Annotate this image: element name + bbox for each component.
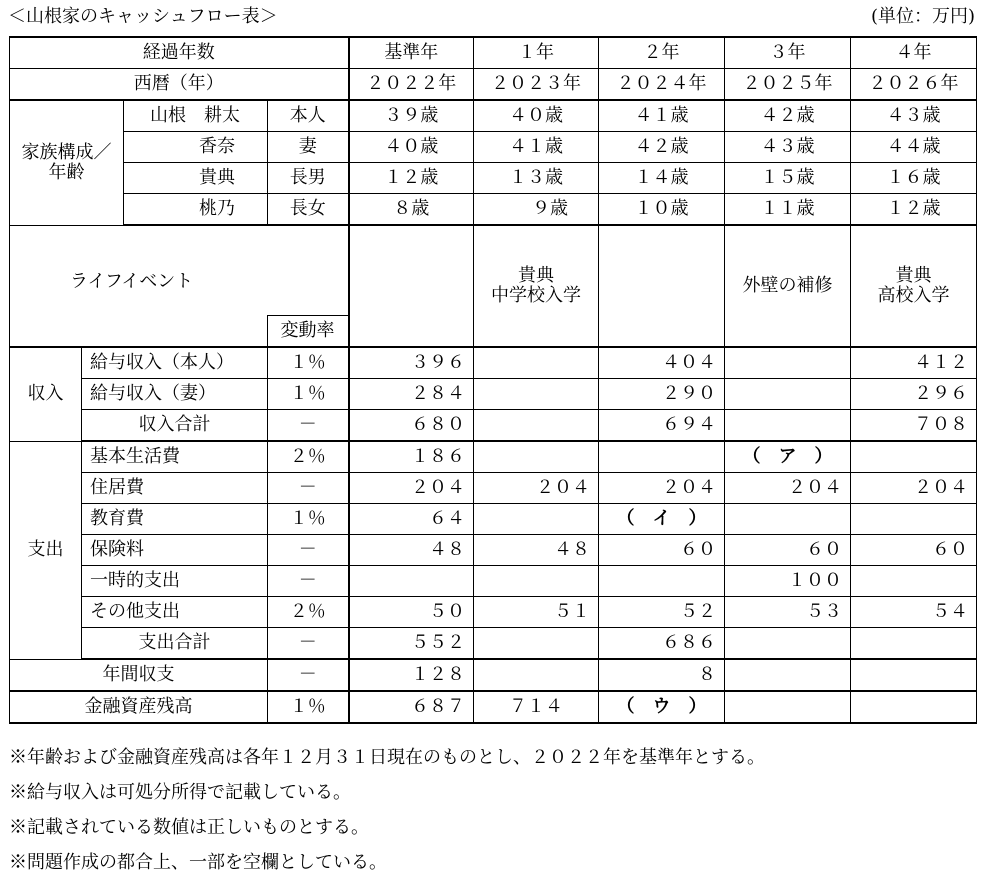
year-cell: ２０２５年: [725, 69, 851, 101]
expense-total-row: [10, 628, 977, 660]
value-cell: ３９６: [349, 347, 474, 379]
value-cell: [725, 410, 851, 442]
value-cell: [851, 504, 977, 535]
age-cell: ４０歳: [474, 100, 599, 132]
income-group-label: 収入: [10, 347, 82, 441]
year-label: 西暦（年）: [10, 69, 349, 101]
unit-label: (単位：万円): [870, 6, 975, 27]
value-cell: ２０４: [851, 473, 977, 504]
value-cell: [599, 441, 725, 473]
expense-row: [10, 473, 977, 504]
life-event-row: [10, 225, 977, 347]
value-cell: ６８７: [349, 691, 474, 723]
expense-row: [10, 504, 977, 535]
value-cell: [851, 659, 977, 691]
age-cell: ４０歳: [349, 132, 474, 163]
blank-a-cell: （ ア ）: [725, 441, 851, 473]
member-name: 山根 耕太: [124, 100, 268, 132]
member-relation: 本人: [268, 100, 349, 132]
footnotes: [9, 740, 765, 880]
life-event-cell: [349, 225, 474, 347]
year-cell: ２０２２年: [349, 69, 474, 101]
age-cell: ３９歳: [349, 100, 474, 132]
life-event-label: ライフイベント: [70, 271, 194, 292]
blank-u-cell: （ ウ ）: [599, 691, 725, 723]
row-label: 年間収支: [10, 659, 268, 691]
life-event-cell: [599, 225, 725, 347]
row-label: 給与収入（本人）: [82, 347, 268, 379]
rate-cell: ２％: [268, 597, 349, 628]
elapsed-cell: ３年: [725, 37, 851, 69]
member-name: 貴典: [124, 163, 268, 194]
row-label: 基本生活費: [82, 441, 268, 473]
row-label: 給与収入（妻）: [82, 379, 268, 410]
value-cell: [474, 659, 599, 691]
family-row: [10, 163, 977, 194]
value-cell: ７０８: [851, 410, 977, 442]
row-label: 一時的支出: [82, 566, 268, 597]
value-cell: [725, 659, 851, 691]
value-cell: [599, 566, 725, 597]
value-cell: ５５２: [349, 628, 474, 660]
rate-cell: －: [268, 566, 349, 597]
value-cell: ２９６: [851, 379, 977, 410]
value-cell: [474, 410, 599, 442]
value-cell: [474, 441, 599, 473]
year-cell: ２０２６年: [851, 69, 977, 101]
age-cell: １０歳: [599, 194, 725, 226]
rate-cell: －: [268, 535, 349, 566]
value-cell: ６９４: [599, 410, 725, 442]
row-label: 支出合計: [82, 628, 268, 660]
age-cell: １４歳: [599, 163, 725, 194]
age-cell: ４３歳: [851, 100, 977, 132]
rate-cell: －: [268, 473, 349, 504]
value-cell: [725, 504, 851, 535]
age-cell: ４４歳: [851, 132, 977, 163]
member-relation: 妻: [268, 132, 349, 163]
row-label: その他支出: [82, 597, 268, 628]
row-label: 住居費: [82, 473, 268, 504]
rate-label: 変動率: [267, 315, 348, 346]
member-name: 桃乃: [124, 194, 268, 226]
age-cell: ９歳: [474, 194, 599, 226]
expense-row: [10, 597, 977, 628]
expense-row: [10, 566, 977, 597]
value-cell: [851, 628, 977, 660]
rate-cell: １％: [268, 347, 349, 379]
member-name: 香奈: [124, 132, 268, 163]
row-label: 保険料: [82, 535, 268, 566]
value-cell: [474, 504, 599, 535]
value-cell: ６８６: [599, 628, 725, 660]
year-row: [10, 69, 977, 101]
value-cell: ６４: [349, 504, 474, 535]
age-cell: ４１歳: [474, 132, 599, 163]
value-cell: ５４: [851, 597, 977, 628]
footnote: ※年齢および金融資産残高は各年１２月３１日現在のものとし、２０２２年を基準年とする。: [9, 747, 765, 768]
value-cell: [851, 566, 977, 597]
value-cell: ６８０: [349, 410, 474, 442]
value-cell: １２８: [349, 659, 474, 691]
age-cell: １３歳: [474, 163, 599, 194]
member-relation: 長男: [268, 163, 349, 194]
income-row: [10, 347, 977, 379]
value-cell: ４１２: [851, 347, 977, 379]
age-cell: １２歳: [349, 163, 474, 194]
rate-cell: ２％: [268, 441, 349, 473]
value-cell: ５０: [349, 597, 474, 628]
value-cell: [474, 628, 599, 660]
value-cell: [725, 691, 851, 723]
footnote: ※給与収入は可処分所得で記載している。: [9, 782, 351, 803]
elapsed-label: 経過年数: [10, 37, 349, 69]
table-title: ＜山根家のキャッシュフロー表＞: [8, 6, 278, 27]
financial-assets-row: [10, 691, 977, 723]
rate-cell: －: [268, 659, 349, 691]
value-cell: ４８: [474, 535, 599, 566]
rate-cell: １％: [268, 691, 349, 723]
life-event-label-cell: [10, 225, 349, 347]
value-cell: ２８４: [349, 379, 474, 410]
value-cell: [349, 566, 474, 597]
income-total-row: [10, 410, 977, 442]
rate-cell: －: [268, 628, 349, 660]
age-cell: ４２歳: [725, 100, 851, 132]
age-cell: １５歳: [725, 163, 851, 194]
family-group-label: 家族構成／ 年齢: [10, 100, 124, 225]
expense-row: [10, 535, 977, 566]
row-label: 金融資産残高: [10, 691, 268, 723]
life-event-cell: 貴典 中学校入学: [474, 225, 599, 347]
value-cell: ２０４: [599, 473, 725, 504]
value-cell: ４８: [349, 535, 474, 566]
age-cell: ４１歳: [599, 100, 725, 132]
value-cell: [725, 379, 851, 410]
life-event-cell: 貴典 高校入学: [851, 225, 977, 347]
value-cell: [725, 628, 851, 660]
row-label: 収入合計: [82, 410, 268, 442]
elapsed-cell: 基準年: [349, 37, 474, 69]
value-cell: ６０: [851, 535, 977, 566]
elapsed-cell: ２年: [599, 37, 725, 69]
age-cell: １２歳: [851, 194, 977, 226]
value-cell: ５３: [725, 597, 851, 628]
year-cell: ２０２４年: [599, 69, 725, 101]
elapsed-cell: ４年: [851, 37, 977, 69]
age-cell: １６歳: [851, 163, 977, 194]
rate-cell: １％: [268, 379, 349, 410]
expense-group-label: 支出: [10, 441, 82, 659]
footnote: ※記載されている数値は正しいものとする。: [9, 817, 369, 838]
value-cell: ２０４: [474, 473, 599, 504]
family-row: [10, 132, 977, 163]
age-cell: １１歳: [725, 194, 851, 226]
value-cell: ６０: [599, 535, 725, 566]
value-cell: [851, 441, 977, 473]
value-cell: ８: [599, 659, 725, 691]
value-cell: １００: [725, 566, 851, 597]
row-label: 教育費: [82, 504, 268, 535]
rate-cell: １％: [268, 504, 349, 535]
family-row: [10, 100, 977, 132]
age-cell: ４２歳: [599, 132, 725, 163]
value-cell: １８６: [349, 441, 474, 473]
life-event-cell: 外壁の補修: [725, 225, 851, 347]
elapsed-cell: １年: [474, 37, 599, 69]
family-row: [10, 194, 977, 226]
annual-balance-row: [10, 659, 977, 691]
value-cell: ４０４: [599, 347, 725, 379]
year-cell: ２０２３年: [474, 69, 599, 101]
value-cell: [725, 347, 851, 379]
value-cell: [474, 379, 599, 410]
value-cell: [474, 347, 599, 379]
rate-cell: －: [268, 410, 349, 442]
value-cell: ５２: [599, 597, 725, 628]
value-cell: [474, 566, 599, 597]
age-cell: ４３歳: [725, 132, 851, 163]
income-row: [10, 379, 977, 410]
value-cell: ２９０: [599, 379, 725, 410]
elapsed-row: [10, 37, 977, 69]
cash-flow-table: [9, 36, 977, 724]
footnote: ※問題作成の都合上、一部を空欄としている。: [9, 852, 387, 873]
member-relation: 長女: [268, 194, 349, 226]
age-cell: ８歳: [349, 194, 474, 226]
blank-i-cell: （ イ ）: [599, 504, 725, 535]
value-cell: [851, 691, 977, 723]
value-cell: ２０４: [349, 473, 474, 504]
value-cell: ２０４: [725, 473, 851, 504]
value-cell: ６０: [725, 535, 851, 566]
expense-row: [10, 441, 977, 473]
value-cell: ７１４: [474, 691, 599, 723]
value-cell: ５１: [474, 597, 599, 628]
